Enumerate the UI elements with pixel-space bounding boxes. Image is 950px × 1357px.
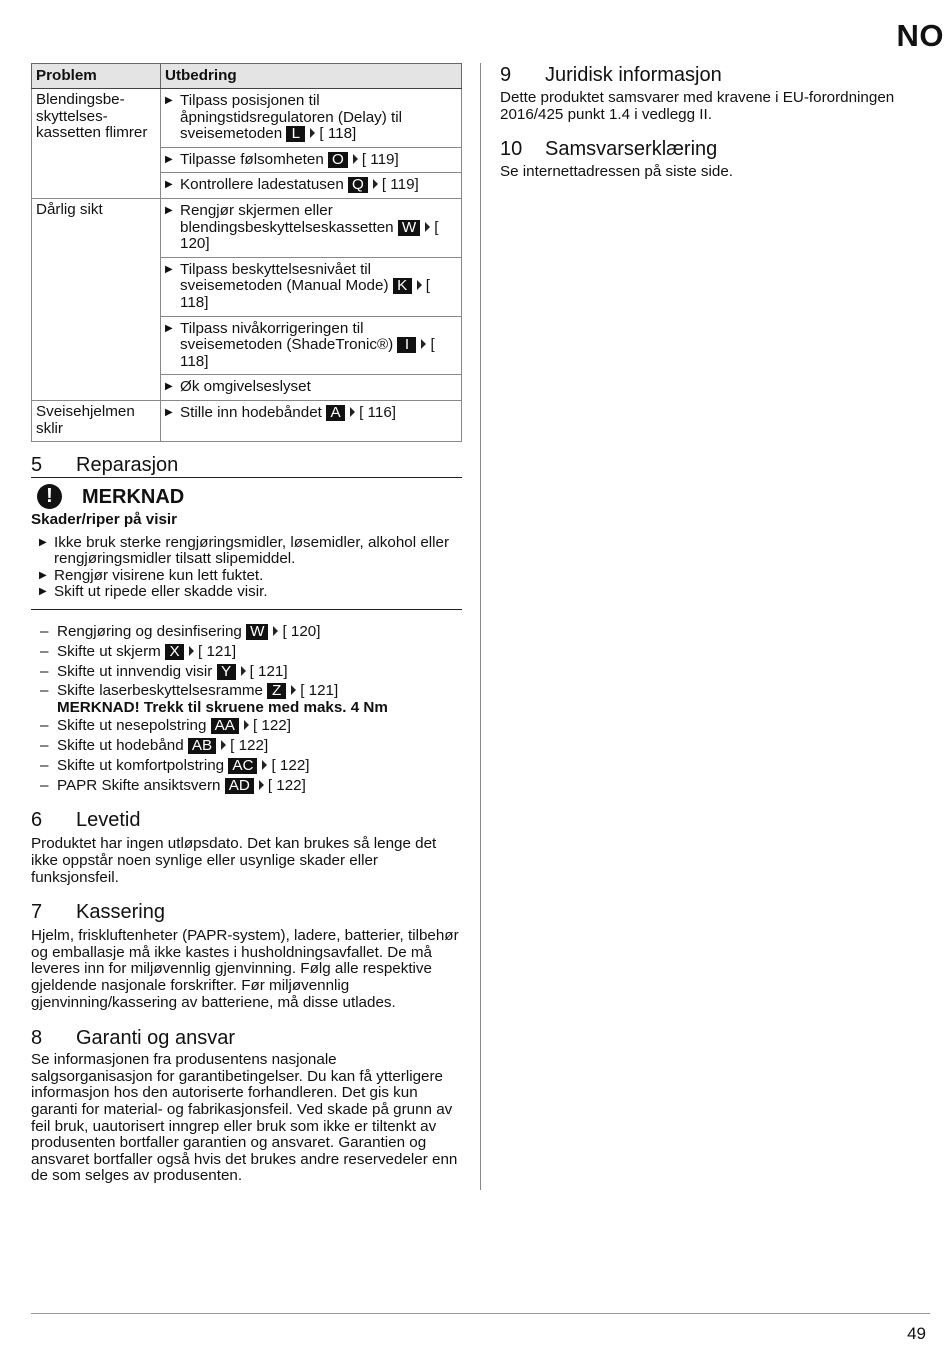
page-reference: [ 122] [230,737,269,755]
remedy-item [161,199,461,257]
problem-cell: Sveisehjelmen sklir [32,400,161,441]
page-ref-arrow-icon [259,780,264,790]
dash-bullet: – [40,756,49,774]
repair-task-text: Skifte ut skjerm [57,642,161,660]
page-reference: [ 122] [252,717,291,735]
repair-task [31,716,462,736]
remedy-text: Tilpass beskyttelsesnivået til sveisemetoden (Manual Mode) [180,260,389,295]
dash-bullet: – [40,642,49,660]
section-title: Kassering [76,901,165,924]
troubleshooting-table [31,63,462,442]
table-row [32,89,462,199]
section-title: Levetid [76,809,141,832]
remedy-text-block [180,93,457,143]
page-ref-arrow-icon [353,154,358,164]
page-reference: [ 118] [180,336,435,370]
page-ref-arrow-icon [310,128,315,138]
page-reference: [ 122] [271,756,310,774]
remedy-item [161,374,461,400]
notice-item-text: Skift ut ripede eller skadde visir. [54,583,268,601]
arrow-bullet-icon: ▶ [165,263,173,275]
dash-bullet: – [40,737,49,755]
remedy-text: Kontrollere ladestatusen [180,176,344,194]
section-body: Produktet har ingen utløpsdato. Det kan brukes så lenge det ikke oppstår noen synlige eller usynlige skader eller funksjonsfeil. [31,835,437,886]
notice-divider [31,609,462,610]
remedy-text: Tilpasse følsomheten [180,150,324,168]
remedy-item [161,147,461,173]
repair-task [31,681,462,716]
arrow-bullet-icon: ▶ [165,322,173,334]
section-legal [500,63,932,123]
language-code: NO [896,18,944,53]
section-key-badge: L [286,126,305,142]
repair-task [31,756,462,776]
exclamation-icon: ! [37,484,62,509]
arrow-bullet-icon: ▶ [165,406,173,418]
section-body: Se informasjonen fra produsentens nasjonale salgsorganisasjon for garantibetingelser. Du kan få ytterligere informasjon hos den autoriserte forhandleren. Det gis kun garanti for material- og fabrikasjonsfeil. Ved skade på grunn av feil bruk, uautorisert inngrep eller bruk som ikke er tiltenkt av produsenten bortfaller garantien og ansvaret. Garantien og ansvaret bortfaller også hvis det brukes andre reservedeler enn de som selges av produsenten. [31,1051,458,1185]
page-ref-arrow-icon [221,740,226,750]
section-repair-heading [31,453,462,478]
remedy-text-block [180,177,457,194]
remedy-item [161,257,461,316]
page-ref-arrow-icon [291,685,296,695]
page-reference: [ 119] [381,176,419,194]
section-key-badge: W [246,624,268,640]
section-number: 10 [500,138,523,161]
page-ref-arrow-icon [373,179,378,189]
repair-task-text: Skifte ut innvendig visir [57,662,213,680]
remedy-text: Øk omgivelseslyset [180,378,311,396]
notice-item [31,568,462,585]
section-number: 5 [31,454,43,477]
page-ref-arrow-icon [350,407,355,417]
remedy-text-block [180,405,457,422]
arrow-bullet-icon: ▶ [165,153,173,165]
right-column [500,63,932,181]
dash-bullet: – [40,623,49,641]
remedy-cell [161,400,462,441]
notice-item [31,535,462,568]
page-reference: [ 121] [198,642,237,660]
section-body: Se internettadressen på siste side. [500,163,734,181]
page-ref-arrow-icon [425,222,430,232]
section-number: 9 [500,64,512,86]
notice-subtitle: Skader/riper på visir [31,511,178,529]
remedy-text: Tilpass nivåkorrigeringen til sveisemetoden (ShadeTronic®) [180,319,394,354]
arrow-bullet-icon: ▶ [165,204,173,216]
page-ref-arrow-icon [244,720,249,730]
notice-title: MERKNAD [82,485,185,508]
page-ref-arrow-icon [417,280,422,290]
page-reference: [ 121] [249,662,288,680]
section-key-badge: Z [267,683,286,699]
section-conformity [500,137,932,181]
section-number: 7 [31,901,43,924]
remedy-item [161,401,461,426]
section-key-badge: AA [211,718,239,734]
remedy-text-block [180,379,457,396]
section-key-badge: Y [217,664,236,680]
remedy-cell [161,89,462,199]
page-ref-arrow-icon [421,339,426,349]
remedy-cell [161,198,462,400]
footer-rule [31,1313,930,1314]
section-warranty [31,1026,462,1185]
notice-list [31,535,462,601]
dash-bullet: – [40,776,49,794]
left-column [31,63,462,1185]
column-header-remedy: Utbedring [161,64,462,89]
section-number: 8 [31,1027,43,1050]
repair-task-text: Skifte ut komfortpolstring [57,756,225,774]
notice-item-text: Ikke bruk sterke rengjøringsmidler, løsemidler, alkohol eller rengjøringsmidler tilsatt slipemiddel. [54,533,450,568]
repair-task-text: Skifte laserbeskyttelsesramme [57,682,263,700]
section-key-badge: AC [228,758,257,774]
page-reference: [ 116] [359,403,396,421]
column-header-problem: Problem [32,64,161,89]
repair-task [31,662,462,682]
remedy-text: Stille inn hodebåndet [180,403,322,421]
page-ref-arrow-icon [241,666,246,676]
repair-task-note: MERKNAD! Trekk til skruene med maks. 4 Nm [57,699,388,717]
arrow-bullet-icon: ▶ [165,381,173,393]
page-reference: [ 122] [267,776,306,794]
dash-bullet: – [40,717,49,735]
page-reference: [ 119] [361,150,399,168]
repair-task [31,622,462,642]
section-key-badge: Q [348,177,368,193]
section-body: Hjelm, friskluftenheter (PAPR-system), ladere, batterier, tilbehør og emballasje må ikke kastes i husholdningsavfallet. De må leveres inn for miljøvennlig gjenvinning. Følg alle respektive gjeldende nasjonale forskrifter. Før miljøvennlig gjenvinning/kassering av batteriene, må disse utlades. [31,927,459,1011]
section-key-badge: W [398,220,420,236]
page-reference: [ 120] [282,623,321,641]
section-key-badge: K [393,278,412,294]
section-key-badge: A [326,405,345,421]
problem-cell: Dårlig sikt [32,198,161,400]
remedy-item [161,89,461,147]
remedy-text-block [180,203,457,253]
problem-cell: Blendingsbe- skyttelses- kassetten flimrer [32,89,161,199]
remedy-item [161,172,461,198]
page-reference: [ 118] [180,277,430,311]
page-ref-arrow-icon [262,760,267,770]
page-number: 49 [907,1324,926,1343]
section-number: 6 [31,809,43,832]
page-reference: [ 120] [180,218,439,253]
section-lifetime [31,808,462,886]
arrow-bullet-icon: ▶ [165,179,173,191]
remedy-item [161,316,461,375]
arrow-bullet-icon: ▶ [165,95,173,106]
arrow-bullet-icon: ▶ [39,569,47,581]
section-key-badge: O [328,152,348,168]
section-key-badge: AD [225,778,254,794]
repair-task [31,776,462,796]
section-title: Garanti og ansvar [76,1027,235,1050]
remedy-text: Tilpass posisjonen til åpningstidsregulatoren (Delay) til sveisemetoden [180,92,403,143]
repair-task [31,736,462,756]
section-title: Samsvarserklæring [545,138,718,161]
repair-task [31,642,462,662]
repair-task-text: Rengjøring og desinfisering [57,623,242,641]
arrow-bullet-icon: ▶ [39,586,47,598]
page-ref-arrow-icon [189,646,194,656]
section-body: Dette produktet samsvarer med kravene i EU-forordningen 2016/425 punkt 1.4 i vedlegg II. [500,89,895,123]
notice-item [31,584,462,601]
remedy-text-block [180,321,457,371]
section-key-badge: I [397,337,416,353]
section-disposal [31,900,462,1011]
section-title: Reparasjon [76,454,179,477]
remedy-text: Rengjør skjermen eller blendingsbeskyttelseskassetten [180,201,394,236]
column-divider [480,63,481,1190]
dash-bullet: – [40,662,49,680]
arrow-bullet-icon: ▶ [39,536,47,548]
notice-box [31,484,462,610]
repair-task-list [31,622,462,795]
remedy-text-block [180,262,457,312]
table-row [32,400,462,441]
dash-bullet: – [40,682,49,700]
page-ref-arrow-icon [273,626,278,636]
repair-task-text: PAPR Skifte ansiktsvern [57,776,221,794]
remedy-text-block [180,152,457,169]
page-reference: [ 118] [319,125,357,143]
section-key-badge: AB [188,738,216,754]
repair-task-text: Skifte ut nesepolstring [57,717,207,735]
page-reference: [ 121] [300,682,339,700]
section-key-badge: X [165,644,184,660]
section-title: Juridisk informasjon [545,64,722,86]
table-row [32,198,462,400]
repair-task-text: Skifte ut hodebånd [57,737,184,755]
notice-item-text: Rengjør visirene kun lett fuktet. [54,566,264,584]
